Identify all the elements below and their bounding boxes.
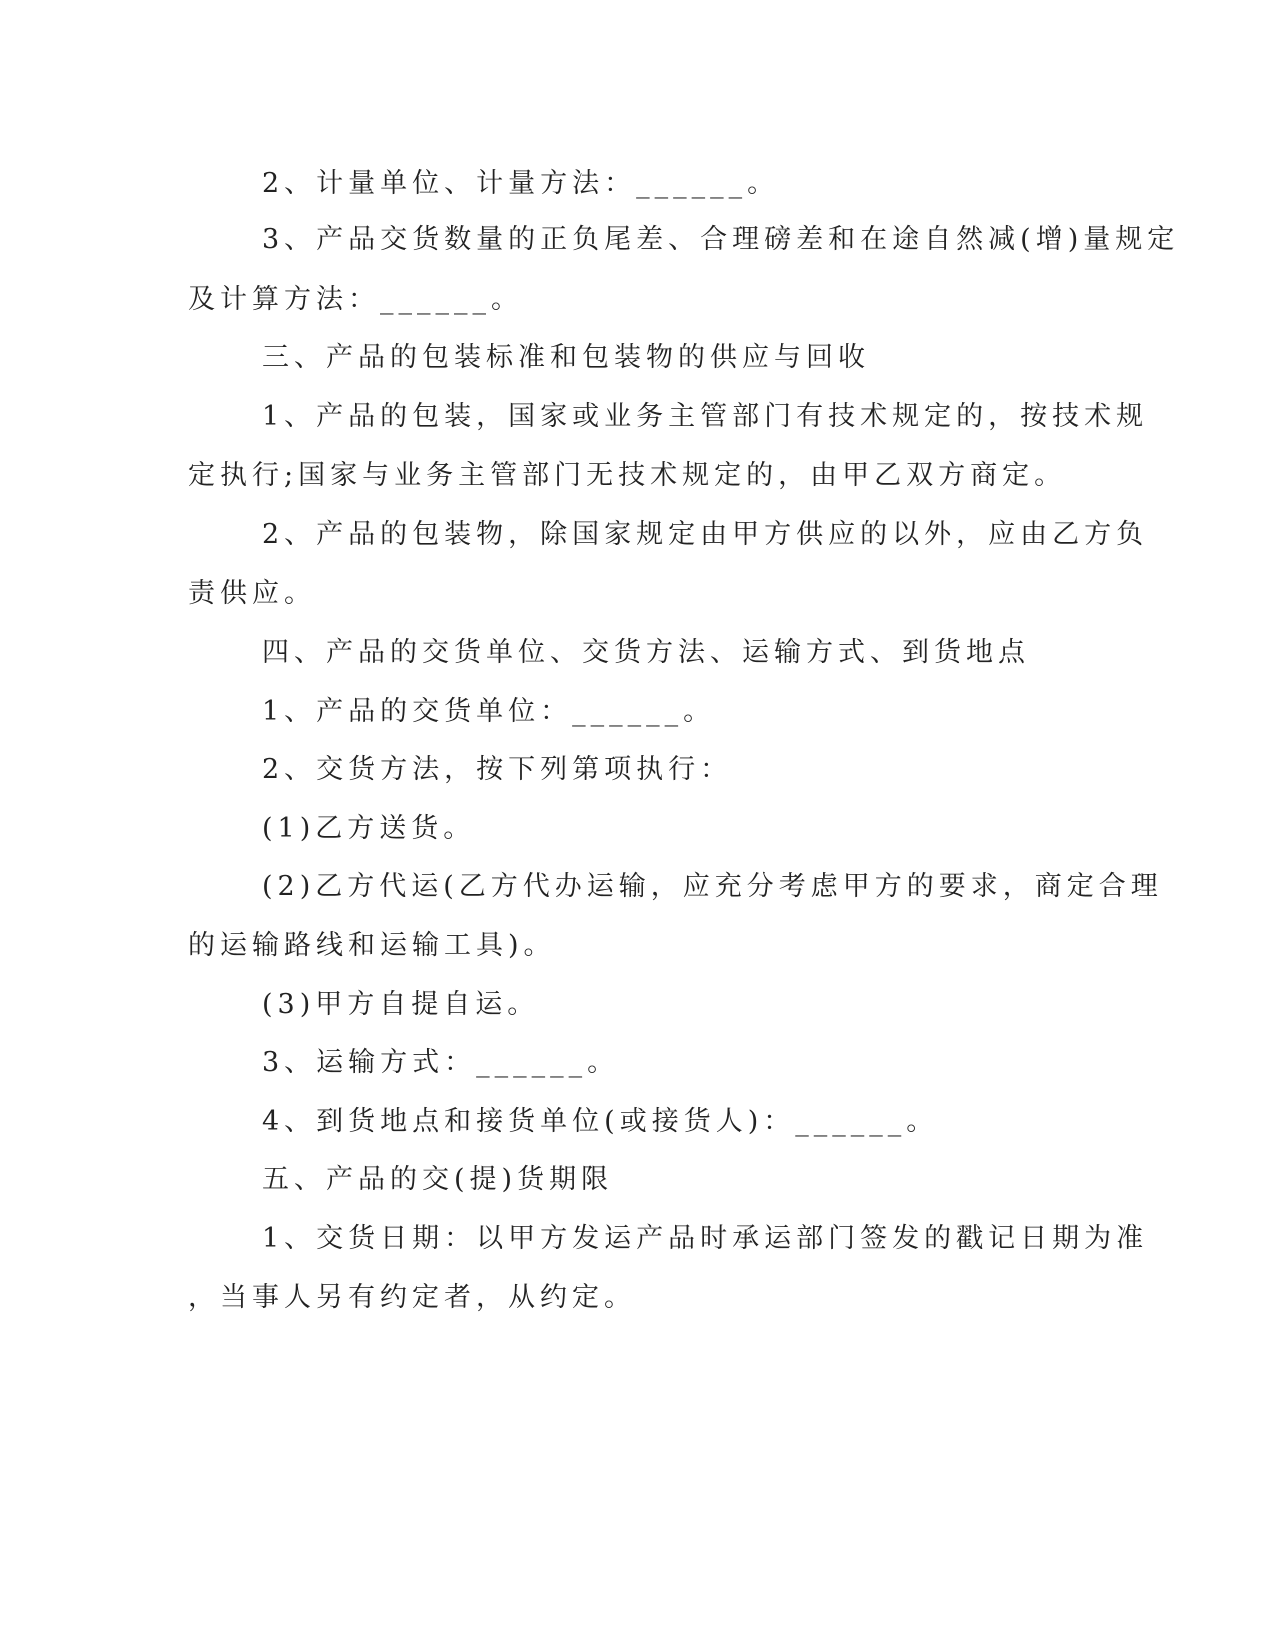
paragraph-line: 4、到货地点和接货单位(或接货人)：______。 (262, 1106, 939, 1137)
paragraph-line: ，当事人另有约定者，从约定。 (188, 1282, 636, 1313)
paragraph-line: (3)甲方自提自运。 (262, 989, 540, 1020)
paragraph-line: 责供应。 (188, 578, 316, 609)
paragraph-line: 1、交货日期：以甲方发运产品时承运部门签发的戳记日期为准 (262, 1223, 1149, 1254)
paragraph-line: 及计算方法：______。 (188, 284, 523, 315)
paragraph-line: 2、产品的包装物，除国家规定由甲方供应的以外，应由乙方负 (262, 519, 1149, 550)
paragraph-line: 1、产品的交货单位：______。 (262, 696, 716, 727)
paragraph-line: (2)乙方代运(乙方代办运输，应充分考虑甲方的要求，商定合理 (262, 871, 1163, 902)
paragraph-line: 2、计量单位、计量方法：______。 (262, 168, 780, 199)
paragraph-line: 3、运输方式：______。 (262, 1047, 620, 1078)
section-heading: 四、产品的交货单位、交货方法、运输方式、到货地点 (262, 637, 1030, 668)
section-heading: 三、产品的包装标准和包装物的供应与回收 (262, 342, 870, 373)
paragraph-line: (1)乙方送货。 (262, 813, 476, 844)
paragraph-line: 的运输路线和运输工具)。 (188, 930, 556, 961)
paragraph-line: 定执行;国家与业务主管部门无技术规定的，由甲乙双方商定。 (188, 460, 1067, 491)
paragraph-line: 1、产品的包装，国家或业务主管部门有技术规定的，按技术规 (262, 401, 1149, 432)
paragraph-line: 3、产品交货数量的正负尾差、合理磅差和在途自然减(增)量规定 (262, 224, 1180, 255)
section-heading: 五、产品的交(提)货期限 (262, 1164, 614, 1195)
paragraph-line: 2、交货方法，按下列第项执行： (262, 754, 733, 785)
